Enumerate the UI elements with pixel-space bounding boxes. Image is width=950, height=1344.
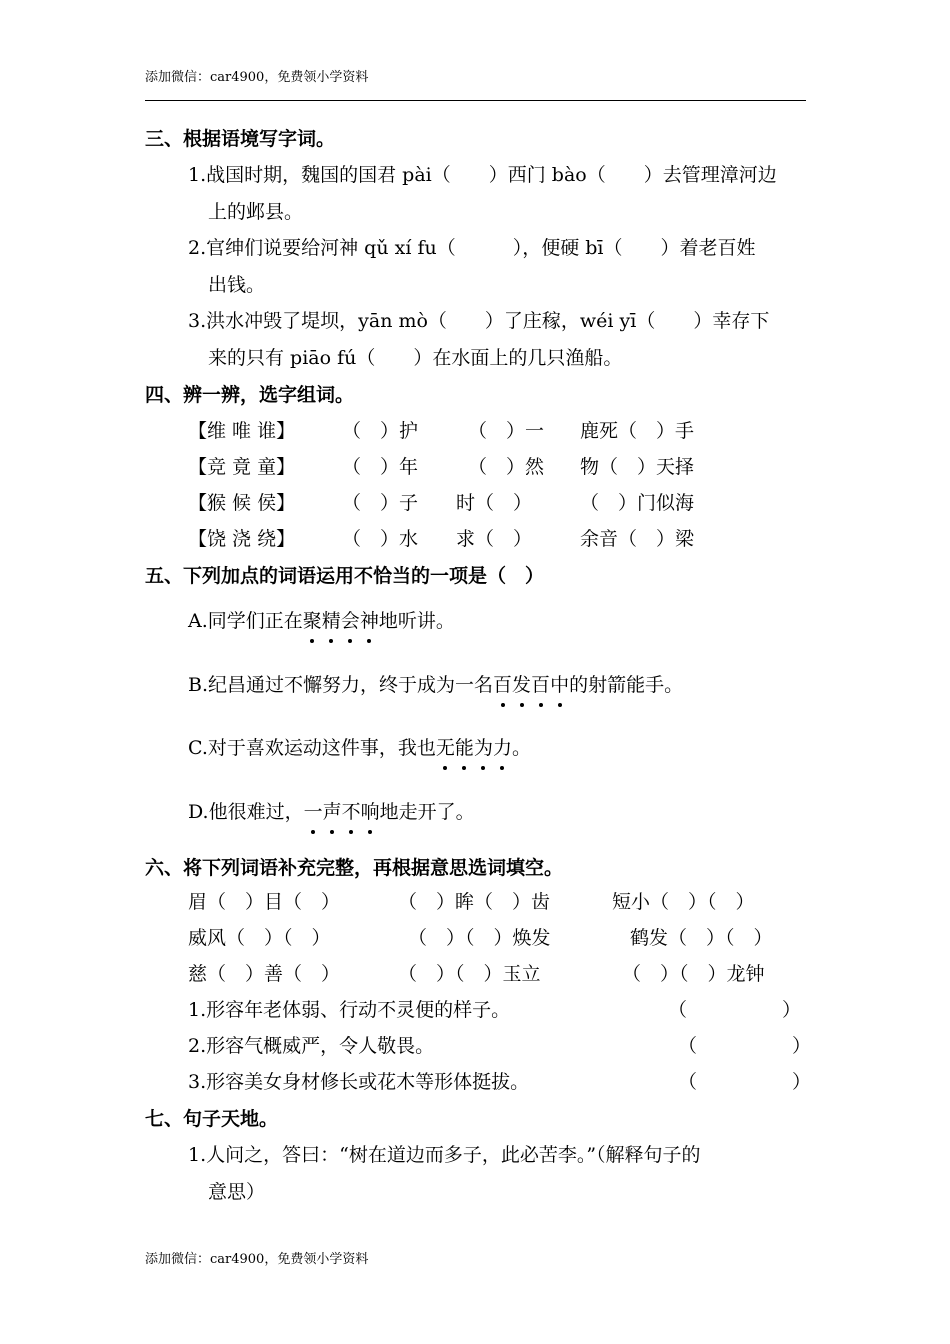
option-a: A.同学们正在聚精会神地听讲。 bbox=[188, 606, 455, 633]
idiom-blank: 短小（ ）（ ） bbox=[612, 891, 755, 913]
word-blank: （ ）护 bbox=[342, 420, 419, 442]
answer-blank: （ ） bbox=[678, 1035, 812, 1057]
section-6-title: 六、将下列词语补充完整，再根据意思选词填空。 bbox=[145, 857, 564, 879]
section-3-line: 2.官绅们说要给河神 qǔ xí fu（ ），便硬 bī（ ）着老百姓 bbox=[188, 237, 756, 259]
idiom-blank: 鹤发（ ）（ ） bbox=[630, 927, 773, 949]
word-blank: 求（ ） bbox=[456, 528, 533, 550]
section-3-line: 3.洪水冲毁了堤坝，yān mò（ ）了庄稼，wéi yī（ ）幸存下 bbox=[188, 310, 770, 332]
section-5-title: 五、下列加点的词语运用不恰当的一项是（ ） bbox=[145, 565, 545, 587]
word-blank: （ ）年 bbox=[342, 456, 419, 478]
idiom-blank: 眉（ ）目（ ） bbox=[188, 891, 341, 913]
word-blank: （ ）子 bbox=[342, 492, 419, 514]
word-blank: （ ）一 bbox=[468, 420, 545, 442]
section-7-title: 七、句子天地。 bbox=[145, 1108, 279, 1130]
definition-question: 2.形容气概威严，令人敬畏。 bbox=[188, 1035, 435, 1057]
idiom-blank: （ ）（ ）焕发 bbox=[408, 927, 551, 949]
section-3-title: 三、根据语境写字词。 bbox=[145, 128, 336, 150]
char-group: 【竞 竟 童】 bbox=[188, 456, 296, 478]
char-group: 【维 唯 谁】 bbox=[188, 420, 296, 442]
idiom-blank: 威风（ ）（ ） bbox=[188, 927, 331, 949]
word-blank: 物（ ）天择 bbox=[580, 456, 695, 478]
word-blank: （ ）水 bbox=[342, 528, 419, 550]
section-4-title: 四、辨一辨，选字组词。 bbox=[145, 384, 355, 406]
answer-blank: （ ） bbox=[678, 1071, 812, 1093]
word-blank: （ ）然 bbox=[468, 456, 545, 478]
word-blank: （ ）门似海 bbox=[580, 492, 695, 514]
idiom-blank: 慈（ ）善（ ） bbox=[188, 963, 341, 985]
char-group: 【饶 浇 绕】 bbox=[188, 528, 296, 550]
section-3-line: 来的只有 piāo fú（ ）在水面上的几只渔船。 bbox=[208, 347, 623, 369]
section-3-line: 上的邺县。 bbox=[208, 201, 304, 223]
section-3-line: 出钱。 bbox=[208, 274, 266, 296]
header-note: 添加微信：car4900，免费领小学资料 bbox=[145, 70, 369, 85]
footer-note: 添加微信：car4900，免费领小学资料 bbox=[145, 1252, 369, 1267]
word-blank: 余音（ ）梁 bbox=[580, 528, 695, 550]
word-blank: 时（ ） bbox=[456, 492, 533, 514]
header-divider bbox=[145, 100, 806, 101]
definition-question: 3.形容美女身材修长或花木等形体挺拔。 bbox=[188, 1071, 530, 1093]
section-7-line: 1.人问之，答曰：“树在道边而多子，此必苦李。”（解释句子的 bbox=[188, 1144, 701, 1166]
section-3-line: 1.战国时期，魏国的国君 pài（ ）西门 bào（ ）去管理漳河边 bbox=[188, 164, 777, 186]
option-d: D.他很难过，一声不响地走开了。 bbox=[188, 797, 475, 824]
idiom-blank: （ ）（ ）龙钟 bbox=[622, 963, 765, 985]
idiom-blank: （ ）（ ）玉立 bbox=[398, 963, 541, 985]
definition-question: 1.形容年老体弱、行动不灵便的样子。 bbox=[188, 999, 511, 1021]
char-group: 【猴 候 侯】 bbox=[188, 492, 296, 514]
word-blank: 鹿死（ ）手 bbox=[580, 420, 695, 442]
option-c: C.对于喜欢运动这件事，我也无能为力。 bbox=[188, 733, 531, 760]
answer-blank: （ ） bbox=[668, 999, 802, 1021]
option-b: B.纪昌通过不懈努力，终于成为一名百发百中的射箭能手。 bbox=[188, 670, 683, 697]
section-7-line: 意思） bbox=[208, 1181, 266, 1203]
idiom-blank: （ ）眸（ ）齿 bbox=[398, 891, 551, 913]
